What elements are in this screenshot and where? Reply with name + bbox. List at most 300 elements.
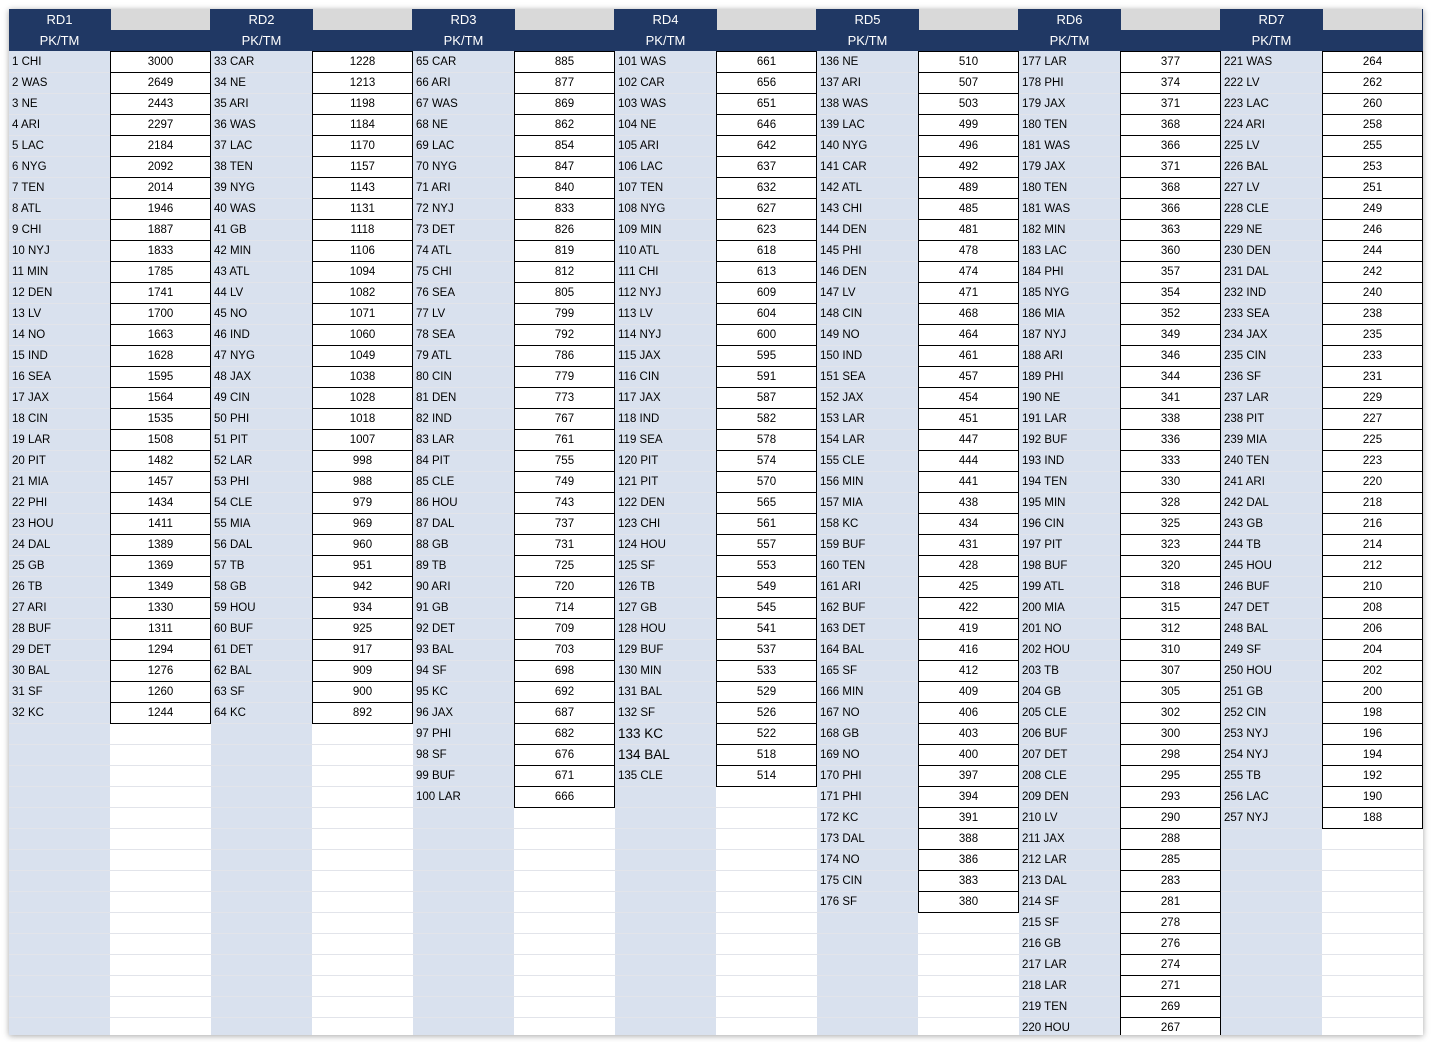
- pick-team-cell[interactable]: 128 HOU: [618, 623, 666, 635]
- round-header[interactable]: [9, 9, 110, 51]
- pick-team-cell[interactable]: 202 HOU: [1022, 644, 1070, 656]
- pick-value-cell[interactable]: 302: [1120, 703, 1221, 724]
- pick-value-cell[interactable]: 847: [514, 157, 615, 178]
- pick-value-cell[interactable]: 246: [1322, 220, 1423, 241]
- pick-team-cell[interactable]: 108 NYG: [618, 203, 666, 215]
- pick-value-cell[interactable]: 609: [716, 283, 817, 304]
- pick-value-cell[interactable]: 604: [716, 304, 817, 325]
- pick-value-cell[interactable]: 1369: [110, 556, 211, 577]
- pick-value-cell[interactable]: 262: [1322, 73, 1423, 94]
- pick-team-cell[interactable]: 197 PIT: [1022, 539, 1063, 551]
- pick-value-cell[interactable]: 349: [1120, 325, 1221, 346]
- pick-value-cell[interactable]: 1244: [110, 703, 211, 724]
- pick-value-cell[interactable]: 290: [1120, 808, 1221, 829]
- pick-value-cell[interactable]: 761: [514, 430, 615, 451]
- pick-team-cell[interactable]: 70 NYG: [416, 161, 457, 173]
- pick-value-cell[interactable]: 1311: [110, 619, 211, 640]
- pick-value-cell[interactable]: 632: [716, 178, 817, 199]
- pick-value-cell[interactable]: 692: [514, 682, 615, 703]
- pick-value-cell[interactable]: 391: [918, 808, 1019, 829]
- pick-value-cell[interactable]: 419: [918, 619, 1019, 640]
- pick-value-cell[interactable]: 431: [918, 535, 1019, 556]
- pick-team-cell[interactable]: 134 BAL: [618, 747, 670, 762]
- pick-team-cell[interactable]: 1 CHI: [12, 56, 42, 68]
- pick-team-cell[interactable]: 110 ATL: [618, 245, 660, 257]
- pick-team-cell[interactable]: 123 CHI: [618, 518, 661, 530]
- pick-team-cell[interactable]: 52 LAR: [214, 455, 253, 467]
- pick-value-cell[interactable]: 281: [1120, 892, 1221, 913]
- pick-team-cell[interactable]: 236 SF: [1224, 371, 1262, 383]
- pick-team-cell[interactable]: 103 WAS: [618, 98, 667, 110]
- pick-team-cell[interactable]: 234 JAX: [1224, 329, 1268, 341]
- pick-value-cell[interactable]: 826: [514, 220, 615, 241]
- pick-team-cell[interactable]: 65 CAR: [416, 56, 457, 68]
- pick-value-cell[interactable]: 451: [918, 409, 1019, 430]
- pick-value-cell[interactable]: 371: [1120, 94, 1221, 115]
- pick-value-cell[interactable]: 1018: [312, 409, 413, 430]
- pick-team-cell[interactable]: 142 ATL: [820, 182, 862, 194]
- pick-value-cell[interactable]: 1663: [110, 325, 211, 346]
- pick-team-cell[interactable]: 104 NE: [618, 119, 657, 131]
- pick-team-cell[interactable]: 217 LAR: [1022, 959, 1067, 971]
- pick-team-cell[interactable]: 73 DET: [416, 224, 455, 236]
- pick-value-cell[interactable]: 428: [918, 556, 1019, 577]
- pick-value-cell[interactable]: 1028: [312, 388, 413, 409]
- pick-team-cell[interactable]: 245 HOU: [1224, 560, 1272, 572]
- pick-value-cell[interactable]: 651: [716, 94, 817, 115]
- pick-value-cell[interactable]: 666: [514, 787, 615, 808]
- pick-team-cell[interactable]: 175 CIN: [820, 875, 863, 887]
- pick-value-cell[interactable]: 300: [1120, 724, 1221, 745]
- pick-value-cell[interactable]: 533: [716, 661, 817, 682]
- pick-value-cell[interactable]: 214: [1322, 535, 1423, 556]
- pick-team-cell[interactable]: 59 HOU: [214, 602, 256, 614]
- pick-value-cell[interactable]: 934: [312, 598, 413, 619]
- pick-team-cell[interactable]: 120 PIT: [618, 455, 659, 467]
- pick-value-cell[interactable]: 676: [514, 745, 615, 766]
- pick-team-cell[interactable]: 238 PIT: [1224, 413, 1265, 425]
- pick-value-cell[interactable]: 227: [1322, 409, 1423, 430]
- pick-value-cell[interactable]: 1785: [110, 262, 211, 283]
- pick-value-cell[interactable]: 1887: [110, 220, 211, 241]
- pick-team-cell[interactable]: 244 TB: [1224, 539, 1261, 551]
- pick-value-cell[interactable]: 229: [1322, 388, 1423, 409]
- pick-value-cell[interactable]: 336: [1120, 430, 1221, 451]
- pick-team-cell[interactable]: 157 MIA: [820, 497, 863, 509]
- pick-value-cell[interactable]: 805: [514, 283, 615, 304]
- pick-value-cell[interactable]: 374: [1120, 73, 1221, 94]
- pick-value-cell[interactable]: 338: [1120, 409, 1221, 430]
- pick-team-cell[interactable]: 228 CLE: [1224, 203, 1269, 215]
- pick-value-cell[interactable]: 574: [716, 451, 817, 472]
- pick-value-cell[interactable]: 363: [1120, 220, 1221, 241]
- pick-team-cell[interactable]: 168 GB: [820, 728, 859, 740]
- pick-team-cell[interactable]: 248 BAL: [1224, 623, 1269, 635]
- pick-team-cell[interactable]: 161 ARI: [820, 581, 861, 593]
- pick-team-cell[interactable]: 214 SF: [1022, 896, 1060, 908]
- pick-team-cell[interactable]: 169 NO: [820, 749, 860, 761]
- pick-team-cell[interactable]: 132 SF: [618, 707, 656, 719]
- pick-team-cell[interactable]: 147 LV: [820, 287, 856, 299]
- pick-value-cell[interactable]: 917: [312, 640, 413, 661]
- pick-value-cell[interactable]: 425: [918, 577, 1019, 598]
- pick-value-cell[interactable]: 1411: [110, 514, 211, 535]
- pick-value-cell[interactable]: 1700: [110, 304, 211, 325]
- pick-value-cell[interactable]: 720: [514, 577, 615, 598]
- pick-team-cell[interactable]: 49 CIN: [214, 392, 250, 404]
- pick-team-cell[interactable]: 253 NYJ: [1224, 728, 1269, 740]
- pick-value-cell[interactable]: 352: [1120, 304, 1221, 325]
- pick-team-cell[interactable]: 243 GB: [1224, 518, 1263, 530]
- pick-value-cell[interactable]: 441: [918, 472, 1019, 493]
- pick-team-cell[interactable]: 40 WAS: [214, 203, 256, 215]
- pick-value-cell[interactable]: 198: [1322, 703, 1423, 724]
- pick-team-cell[interactable]: 45 NO: [214, 308, 248, 320]
- pick-value-cell[interactable]: 1038: [312, 367, 413, 388]
- pick-team-cell[interactable]: 97 PHI: [416, 728, 452, 740]
- pick-team-cell[interactable]: 170 PHI: [820, 770, 862, 782]
- pick-value-cell[interactable]: 642: [716, 136, 817, 157]
- pick-team-cell[interactable]: 53 PHI: [214, 476, 250, 488]
- pick-team-cell[interactable]: 125 SF: [618, 560, 656, 572]
- pick-team-cell[interactable]: 90 ARI: [416, 581, 451, 593]
- pick-value-cell[interactable]: 1060: [312, 325, 413, 346]
- pick-value-cell[interactable]: 1564: [110, 388, 211, 409]
- pick-value-cell[interactable]: 200: [1322, 682, 1423, 703]
- pick-value-cell[interactable]: 988: [312, 472, 413, 493]
- pick-value-cell[interactable]: 3000: [110, 51, 211, 73]
- pick-team-cell[interactable]: 240 TEN: [1224, 455, 1270, 467]
- pick-team-cell[interactable]: 250 HOU: [1224, 665, 1272, 677]
- pick-value-cell[interactable]: 305: [1120, 682, 1221, 703]
- pick-value-cell[interactable]: 1260: [110, 682, 211, 703]
- pick-value-cell[interactable]: 307: [1120, 661, 1221, 682]
- pick-value-cell[interactable]: 249: [1322, 199, 1423, 220]
- pick-team-cell[interactable]: 33 CAR: [214, 56, 255, 68]
- pick-team-cell[interactable]: 146 DEN: [820, 266, 867, 278]
- pick-value-cell[interactable]: 799: [514, 304, 615, 325]
- pick-team-cell[interactable]: 39 NYG: [214, 182, 255, 194]
- pick-team-cell[interactable]: 35 ARI: [214, 98, 249, 110]
- pick-team-cell[interactable]: 144 DEN: [820, 224, 867, 236]
- pick-team-cell[interactable]: 82 IND: [416, 413, 452, 425]
- pick-value-cell[interactable]: 618: [716, 241, 817, 262]
- pick-team-cell[interactable]: 225 LV: [1224, 140, 1260, 152]
- pick-team-cell[interactable]: 55 MIA: [214, 518, 251, 530]
- pick-team-cell[interactable]: 179 JAX: [1022, 161, 1066, 173]
- pick-value-cell[interactable]: 1213: [312, 73, 413, 94]
- pick-team-cell[interactable]: 93 BAL: [416, 644, 454, 656]
- pick-value-cell[interactable]: 925: [312, 619, 413, 640]
- pick-value-cell[interactable]: 318: [1120, 577, 1221, 598]
- pick-team-cell[interactable]: 30 BAL: [12, 665, 50, 677]
- pick-value-cell[interactable]: 258: [1322, 115, 1423, 136]
- pick-team-cell[interactable]: 122 DEN: [618, 497, 665, 509]
- pick-team-cell[interactable]: 102 CAR: [618, 77, 665, 89]
- pick-value-cell[interactable]: 354: [1120, 283, 1221, 304]
- pick-value-cell[interactable]: 283: [1120, 871, 1221, 892]
- pick-team-cell[interactable]: 252 CIN: [1224, 707, 1267, 719]
- pick-team-cell[interactable]: 213 DAL: [1022, 875, 1067, 887]
- pick-team-cell[interactable]: 203 TB: [1022, 665, 1059, 677]
- pick-team-cell[interactable]: 160 TEN: [820, 560, 866, 572]
- pick-value-cell[interactable]: 461: [918, 346, 1019, 367]
- pick-team-cell[interactable]: 173 DAL: [820, 833, 865, 845]
- pick-value-cell[interactable]: 1628: [110, 346, 211, 367]
- pick-team-cell[interactable]: 210 LV: [1022, 812, 1058, 824]
- pick-value-cell[interactable]: 403: [918, 724, 1019, 745]
- pick-value-cell[interactable]: 471: [918, 283, 1019, 304]
- pick-team-cell[interactable]: 27 ARI: [12, 602, 47, 614]
- pick-value-cell[interactable]: 1143: [312, 178, 413, 199]
- pick-team-cell[interactable]: 189 PHI: [1022, 371, 1064, 383]
- pick-value-cell[interactable]: 582: [716, 409, 817, 430]
- pick-team-cell[interactable]: 206 BUF: [1022, 728, 1068, 740]
- pick-value-cell[interactable]: 1434: [110, 493, 211, 514]
- pick-team-cell[interactable]: 57 TB: [214, 560, 245, 572]
- pick-team-cell[interactable]: 62 BAL: [214, 665, 252, 677]
- pick-team-cell[interactable]: 63 SF: [214, 686, 245, 698]
- pick-team-cell[interactable]: 69 LAC: [416, 140, 455, 152]
- pick-team-cell[interactable]: 166 MIN: [820, 686, 864, 698]
- pick-team-cell[interactable]: 106 LAC: [618, 161, 663, 173]
- pick-team-cell[interactable]: 18 CIN: [12, 413, 48, 425]
- pick-value-cell[interactable]: 346: [1120, 346, 1221, 367]
- pick-value-cell[interactable]: 371: [1120, 157, 1221, 178]
- pick-team-cell[interactable]: 257 NYJ: [1224, 812, 1269, 824]
- pick-value-cell[interactable]: 202: [1322, 661, 1423, 682]
- pick-value-cell[interactable]: 233: [1322, 346, 1423, 367]
- pick-team-cell[interactable]: 249 SF: [1224, 644, 1262, 656]
- pick-value-cell[interactable]: 510: [918, 51, 1019, 73]
- pick-value-cell[interactable]: 216: [1322, 514, 1423, 535]
- pick-value-cell[interactable]: 1349: [110, 577, 211, 598]
- pick-team-cell[interactable]: 111 CHI: [618, 266, 659, 278]
- pick-value-cell[interactable]: 698: [514, 661, 615, 682]
- pick-value-cell[interactable]: 1535: [110, 409, 211, 430]
- pick-value-cell[interactable]: 438: [918, 493, 1019, 514]
- pick-value-cell[interactable]: 323: [1120, 535, 1221, 556]
- pick-team-cell[interactable]: 150 IND: [820, 350, 863, 362]
- pick-value-cell[interactable]: 541: [716, 619, 817, 640]
- pick-team-cell[interactable]: 172 KC: [820, 812, 859, 824]
- pick-value-cell[interactable]: 196: [1322, 724, 1423, 745]
- pick-team-cell[interactable]: 181 WAS: [1022, 203, 1071, 215]
- pick-team-cell[interactable]: 207 DET: [1022, 749, 1068, 761]
- pick-value-cell[interactable]: 627: [716, 199, 817, 220]
- pick-value-cell[interactable]: 591: [716, 367, 817, 388]
- round-header[interactable]: [1019, 9, 1120, 51]
- pick-value-cell[interactable]: 942: [312, 577, 413, 598]
- pick-value-cell[interactable]: 366: [1120, 136, 1221, 157]
- pick-team-cell[interactable]: 156 MIN: [820, 476, 864, 488]
- pick-team-cell[interactable]: 43 ATL: [214, 266, 250, 278]
- pick-team-cell[interactable]: 158 KC: [820, 518, 859, 530]
- pick-value-cell[interactable]: 587: [716, 388, 817, 409]
- pick-team-cell[interactable]: 183 LAC: [1022, 245, 1067, 257]
- pick-value-cell[interactable]: 529: [716, 682, 817, 703]
- pick-value-cell[interactable]: 225: [1322, 430, 1423, 451]
- pick-value-cell[interactable]: 344: [1120, 367, 1221, 388]
- pick-value-cell[interactable]: 578: [716, 430, 817, 451]
- pick-team-cell[interactable]: 230 DEN: [1224, 245, 1271, 257]
- pick-team-cell[interactable]: 21 MIA: [12, 476, 49, 488]
- pick-value-cell[interactable]: 792: [514, 325, 615, 346]
- pick-value-cell[interactable]: 909: [312, 661, 413, 682]
- pick-team-cell[interactable]: 26 TB: [12, 581, 43, 593]
- pick-value-cell[interactable]: 1071: [312, 304, 413, 325]
- pick-value-cell[interactable]: 285: [1120, 850, 1221, 871]
- pick-team-cell[interactable]: 162 BUF: [820, 602, 866, 614]
- pick-value-cell[interactable]: 489: [918, 178, 1019, 199]
- pick-value-cell[interactable]: 1106: [312, 241, 413, 262]
- pick-team-cell[interactable]: 130 MIN: [618, 665, 662, 677]
- pick-team-cell[interactable]: 12 DEN: [12, 287, 53, 299]
- pick-value-cell[interactable]: 840: [514, 178, 615, 199]
- pick-team-cell[interactable]: 200 MIA: [1022, 602, 1065, 614]
- pick-team-cell[interactable]: 9 CHI: [12, 224, 42, 236]
- pick-team-cell[interactable]: 201 NO: [1022, 623, 1062, 635]
- pick-value-cell[interactable]: 737: [514, 514, 615, 535]
- pick-team-cell[interactable]: 42 MIN: [214, 245, 252, 257]
- pick-value-cell[interactable]: 2184: [110, 136, 211, 157]
- pick-value-cell[interactable]: 468: [918, 304, 1019, 325]
- pick-team-cell[interactable]: 218 LAR: [1022, 980, 1067, 992]
- pick-team-cell[interactable]: 41 GB: [214, 224, 247, 236]
- pick-team-cell[interactable]: 92 DET: [416, 623, 455, 635]
- pick-value-cell[interactable]: 481: [918, 220, 1019, 241]
- pick-value-cell[interactable]: 357: [1120, 262, 1221, 283]
- pick-team-cell[interactable]: 129 BUF: [618, 644, 664, 656]
- pick-value-cell[interactable]: 779: [514, 367, 615, 388]
- pick-team-cell[interactable]: 177 LAR: [1022, 56, 1067, 68]
- pick-value-cell[interactable]: 1049: [312, 346, 413, 367]
- pick-team-cell[interactable]: 113 LV: [618, 308, 653, 320]
- pick-team-cell[interactable]: 51 PIT: [214, 434, 248, 446]
- pick-team-cell[interactable]: 208 CLE: [1022, 770, 1067, 782]
- pick-team-cell[interactable]: 154 LAR: [820, 434, 865, 446]
- pick-team-cell[interactable]: 148 CIN: [820, 308, 863, 320]
- pick-team-cell[interactable]: 99 BUF: [416, 770, 455, 782]
- pick-value-cell[interactable]: 444: [918, 451, 1019, 472]
- pick-value-cell[interactable]: 499: [918, 115, 1019, 136]
- pick-team-cell[interactable]: 11 MIN: [12, 266, 49, 278]
- pick-team-cell[interactable]: 2 WAS: [12, 77, 48, 89]
- pick-value-cell[interactable]: 623: [716, 220, 817, 241]
- pick-value-cell[interactable]: 251: [1322, 178, 1423, 199]
- round-header[interactable]: [817, 9, 918, 51]
- pick-value-cell[interactable]: 276: [1120, 934, 1221, 955]
- pick-value-cell[interactable]: 206: [1322, 619, 1423, 640]
- pick-team-cell[interactable]: 31 SF: [12, 686, 43, 698]
- pick-value-cell[interactable]: 969: [312, 514, 413, 535]
- pick-team-cell[interactable]: 47 NYG: [214, 350, 255, 362]
- pick-team-cell[interactable]: 176 SF: [820, 896, 858, 908]
- pick-team-cell[interactable]: 94 SF: [416, 665, 447, 677]
- pick-value-cell[interactable]: 360: [1120, 241, 1221, 262]
- pick-value-cell[interactable]: 1118: [312, 220, 413, 241]
- pick-value-cell[interactable]: 223: [1322, 451, 1423, 472]
- pick-value-cell[interactable]: 1482: [110, 451, 211, 472]
- pick-value-cell[interactable]: 368: [1120, 178, 1221, 199]
- pick-team-cell[interactable]: 179 JAX: [1022, 98, 1066, 110]
- pick-value-cell[interactable]: 1184: [312, 115, 413, 136]
- pick-value-cell[interactable]: 406: [918, 703, 1019, 724]
- pick-value-cell[interactable]: 454: [918, 388, 1019, 409]
- pick-value-cell[interactable]: 561: [716, 514, 817, 535]
- pick-team-cell[interactable]: 242 DAL: [1224, 497, 1269, 509]
- pick-team-cell[interactable]: 195 MIN: [1022, 497, 1066, 509]
- pick-team-cell[interactable]: 101 WAS: [618, 56, 667, 68]
- pick-value-cell[interactable]: 434: [918, 514, 1019, 535]
- pick-team-cell[interactable]: 145 PHI: [820, 245, 862, 257]
- pick-team-cell[interactable]: 181 WAS: [1022, 140, 1071, 152]
- pick-team-cell[interactable]: 16 SEA: [12, 371, 51, 383]
- pick-value-cell[interactable]: 1228: [312, 51, 413, 73]
- pick-value-cell[interactable]: 377: [1120, 51, 1221, 73]
- round-header[interactable]: [1221, 9, 1322, 51]
- pick-value-cell[interactable]: 220: [1322, 472, 1423, 493]
- pick-team-cell[interactable]: 85 CLE: [416, 476, 455, 488]
- pick-value-cell[interactable]: 1007: [312, 430, 413, 451]
- pick-value-cell[interactable]: 2014: [110, 178, 211, 199]
- pick-team-cell[interactable]: 237 LAR: [1224, 392, 1269, 404]
- pick-team-cell[interactable]: 118 IND: [618, 413, 660, 425]
- pick-team-cell[interactable]: 153 LAR: [820, 413, 865, 425]
- pick-value-cell[interactable]: 731: [514, 535, 615, 556]
- pick-value-cell[interactable]: 819: [514, 241, 615, 262]
- pick-value-cell[interactable]: 522: [716, 724, 817, 745]
- pick-value-cell[interactable]: 1595: [110, 367, 211, 388]
- pick-team-cell[interactable]: 215 SF: [1022, 917, 1060, 929]
- pick-value-cell[interactable]: 1741: [110, 283, 211, 304]
- pick-value-cell[interactable]: 549: [716, 577, 817, 598]
- pick-team-cell[interactable]: 216 GB: [1022, 938, 1061, 950]
- pick-value-cell[interactable]: 892: [312, 703, 413, 724]
- pick-team-cell[interactable]: 22 PHI: [12, 497, 48, 509]
- pick-value-cell[interactable]: 885: [514, 51, 615, 73]
- pick-team-cell[interactable]: 246 BUF: [1224, 581, 1270, 593]
- pick-value-cell[interactable]: 409: [918, 682, 1019, 703]
- pick-value-cell[interactable]: 478: [918, 241, 1019, 262]
- pick-team-cell[interactable]: 50 PHI: [214, 413, 250, 425]
- pick-value-cell[interactable]: 709: [514, 619, 615, 640]
- pick-value-cell[interactable]: 1276: [110, 661, 211, 682]
- pick-team-cell[interactable]: 211 JAX: [1022, 833, 1065, 845]
- pick-team-cell[interactable]: 66 ARI: [416, 77, 451, 89]
- pick-team-cell[interactable]: 135 CLE: [618, 770, 663, 782]
- pick-team-cell[interactable]: 19 LAR: [12, 434, 51, 446]
- pick-team-cell[interactable]: 54 CLE: [214, 497, 253, 509]
- pick-team-cell[interactable]: 32 KC: [12, 707, 44, 719]
- pick-team-cell[interactable]: 223 LAC: [1224, 98, 1269, 110]
- pick-team-cell[interactable]: 155 CLE: [820, 455, 865, 467]
- pick-value-cell[interactable]: 743: [514, 493, 615, 514]
- pick-team-cell[interactable]: 224 ARI: [1224, 119, 1265, 131]
- pick-team-cell[interactable]: 36 WAS: [214, 119, 256, 131]
- pick-team-cell[interactable]: 71 ARI: [416, 182, 451, 194]
- pick-value-cell[interactable]: 869: [514, 94, 615, 115]
- pick-team-cell[interactable]: 188 ARI: [1022, 350, 1063, 362]
- pick-team-cell[interactable]: 133 KC: [618, 726, 664, 741]
- pick-team-cell[interactable]: 91 GB: [416, 602, 449, 614]
- pick-team-cell[interactable]: 199 ATL: [1022, 581, 1064, 593]
- pick-team-cell[interactable]: 251 GB: [1224, 686, 1263, 698]
- pick-team-cell[interactable]: 226 BAL: [1224, 161, 1269, 173]
- pick-team-cell[interactable]: 105 ARI: [618, 140, 659, 152]
- pick-value-cell[interactable]: 380: [918, 892, 1019, 913]
- pick-value-cell[interactable]: 1389: [110, 535, 211, 556]
